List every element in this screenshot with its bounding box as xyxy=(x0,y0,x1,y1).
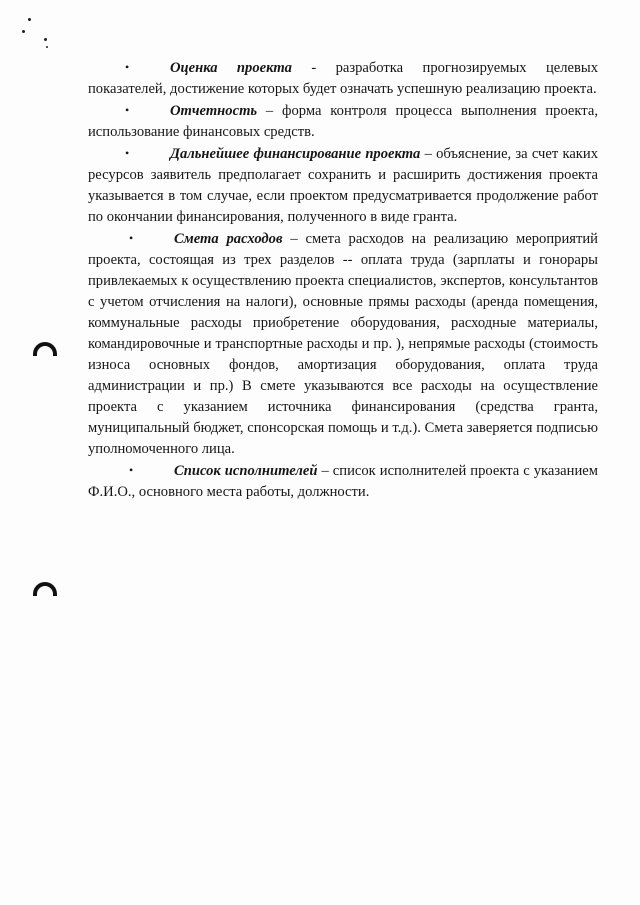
punch-hole-mark xyxy=(33,582,57,596)
list-item xyxy=(88,143,598,228)
list-item xyxy=(88,228,598,460)
punch-hole-mark xyxy=(33,342,57,356)
list-item xyxy=(88,460,598,503)
list-item xyxy=(88,57,598,100)
list-item xyxy=(88,100,598,143)
bullet-point: • xyxy=(129,463,134,477)
item-description: – список исполнителей проекта с указанием Ф.И.О., основного места работы, должности. xyxy=(88,463,598,500)
item-description: – форма контроля процесса выполнения проекта, использование финансовых средств. xyxy=(88,103,598,140)
item-term: Отчетность xyxy=(170,103,258,119)
document-body xyxy=(88,57,598,503)
item-description: - разработка прогнозируемых целевых показателей, достижение которых будет означать успешную реализацию проекта. xyxy=(88,60,599,97)
item-term: Смета расходов xyxy=(174,231,283,247)
bullet-point: • xyxy=(125,146,130,160)
item-term: Оценка проекта xyxy=(170,60,292,76)
item-description: – объяснение, за счет каких ресурсов заявитель предполагает сохранить и расширить достижения проекта указывается в том случае, если проектом предусматривается продолжение работ по окончании финансирования, полученного в виде гранта. xyxy=(88,146,598,225)
item-term: Дальнейшее финансирование проекта xyxy=(170,146,421,162)
bullet-point: • xyxy=(129,231,134,245)
scan-speck xyxy=(46,46,48,48)
scan-speck xyxy=(22,30,25,33)
scan-speck xyxy=(44,38,47,41)
scan-speck xyxy=(28,18,31,21)
bullet-point: • xyxy=(125,60,130,74)
item-description: – смета расходов на реализацию мероприятий проекта, состоящая из трех разделов -- оплата труда (зарплаты и гонорары привлекаемых к осуществлению проекта специалистов, экспертов, консультантов с учетом отчисления на налоги), основные прямы расходы (аренда помещения, коммунальные расходы приобретение оборудования, расходные материалы, командировочные и транспортные расходы и пр. ), непрямые расходы (стоимость износа основных фондов, амортизация оборудования, оплата труда администрации и пр.) В смете указываются все расходы на осуществление проекта с указанием источника финансирования (средства гранта, муниципальный бюджет, спонсорская помощь и т.д.). Смета заверяется подписью уполномоченного лица. xyxy=(88,231,598,457)
bullet-point: • xyxy=(125,103,130,117)
item-term: Список исполнителей xyxy=(174,463,318,479)
